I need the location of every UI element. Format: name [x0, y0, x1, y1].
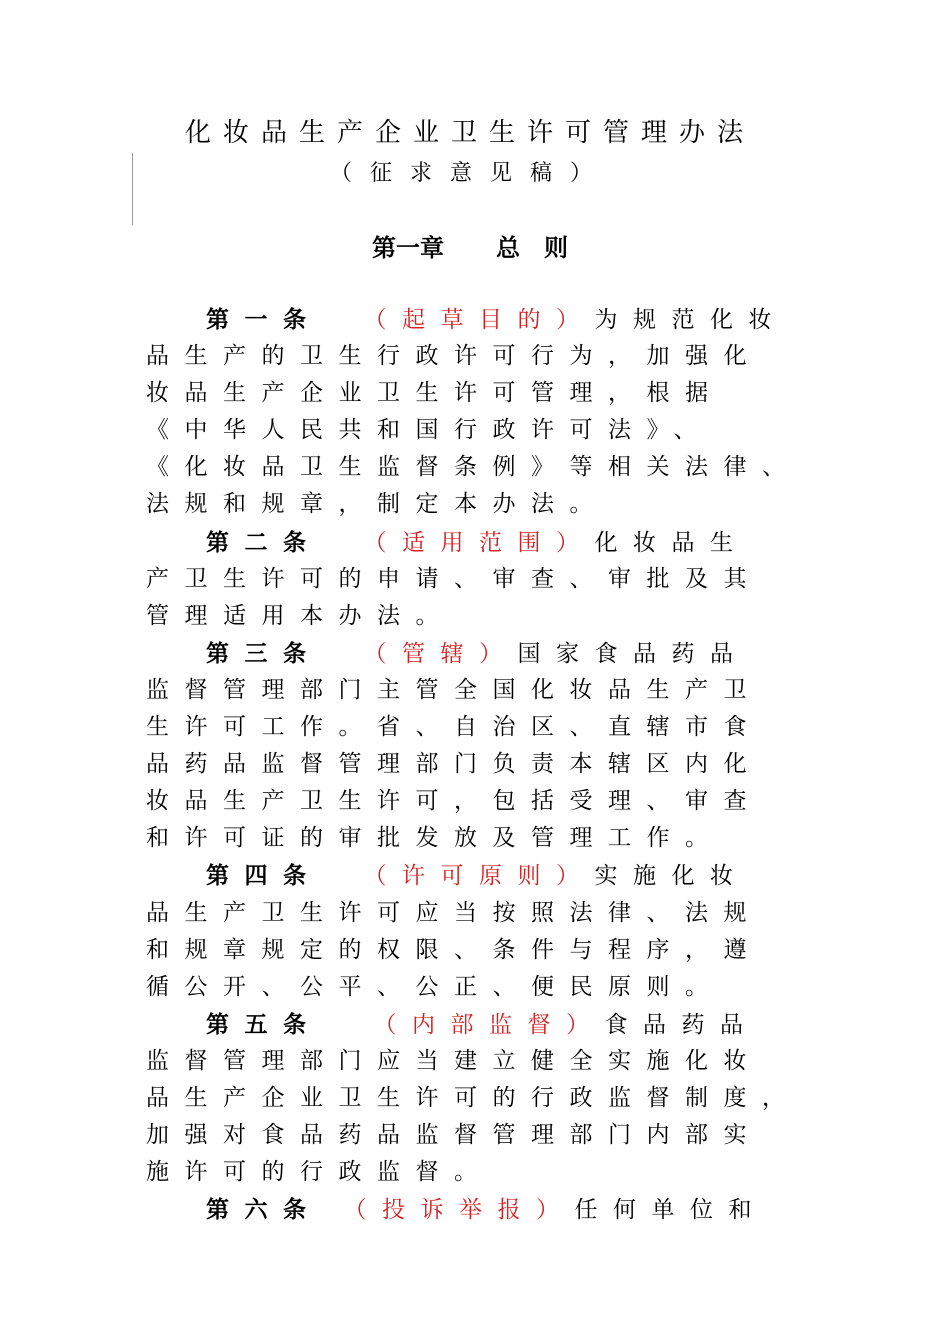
article-number: 第一条 — [206, 306, 322, 333]
article-text-line: 管理适用本办法。 — [146, 602, 454, 629]
article-text-line: 生许可工作。省、自治区、直辖市食 — [146, 714, 762, 741]
articles-body — [146, 301, 826, 1228]
article-number: 第五条 — [206, 1010, 322, 1038]
article-text-line: 循公开、公平、公正、便民原则。 — [146, 973, 724, 1000]
article-2 — [146, 524, 826, 635]
article-text-line: 品生产企业卫生许可的行政监督制度， — [146, 1084, 801, 1111]
article-text-line: 产卫生许可的申请、审查、审批及其 — [146, 565, 762, 592]
article-text-line: 和许可证的审批发放及管理工作。 — [146, 825, 724, 852]
article-number: 第三条 — [206, 639, 322, 667]
article-first-line — [146, 857, 826, 894]
article-text-line: 《化妆品卫生监督条例》等相关法律、 — [146, 454, 801, 481]
article-text-line: 食品药品 — [604, 1011, 759, 1038]
article-text-line: 国家食品药品 — [517, 640, 749, 667]
article-number: 第二条 — [206, 528, 322, 556]
chapter-number: 第一章 — [372, 233, 444, 262]
article-text-line: 任何单位和 — [574, 1197, 767, 1224]
article-text-line: 施许可的行政监督。 — [146, 1159, 493, 1186]
article-text-line: 妆品生产卫生许可，包括受理、审查 — [146, 788, 762, 815]
article-text-line: 监督管理部门主管全国化妆品生产卫 — [146, 676, 762, 703]
article-3 — [146, 635, 826, 858]
article-first-line — [146, 1006, 826, 1043]
document-title: 化妆品生产企业卫生许可管理办法 — [184, 118, 755, 148]
chapter-name: 总 则 — [496, 233, 568, 262]
article-text-line: 监督管理部门应当建立健全实施化妆 — [146, 1047, 762, 1074]
article-title: （内部监督） — [373, 1011, 605, 1038]
article-text-line: 法规和规章，制定本办法。 — [146, 491, 608, 518]
article-first-line — [146, 635, 826, 672]
chapter-heading — [0, 228, 940, 263]
article-text-line: 为规范化妆 — [594, 307, 787, 333]
article-4 — [146, 857, 826, 1005]
article-text-line: 和规章规定的权限、条件与程序，遵 — [146, 936, 762, 963]
article-text-line: 加强对食品药品监督管理部门内部实 — [146, 1122, 762, 1149]
article-text-line: 品生产卫生许可应当按照法律、法规 — [146, 899, 762, 926]
article-title: （许可原则） — [363, 863, 595, 890]
article-title: （管辖） — [363, 640, 518, 667]
article-text-line: 实施化妆 — [594, 863, 749, 890]
article-title: （适用范围） — [363, 529, 595, 556]
article-text-line: 《中华人民共和国行政许可法》、 — [146, 417, 712, 444]
article-text-line: 品生产的卫生行政许可行为，加强化 — [146, 343, 762, 370]
document-subtitle: （征求意见稿） — [329, 161, 610, 186]
article-first-line — [146, 524, 826, 561]
article-first-line — [146, 301, 826, 338]
article-title: （起草目的） — [363, 307, 595, 333]
article-text-line: 化妆品生 — [594, 529, 749, 556]
article-6 — [146, 1191, 826, 1228]
article-number: 第四条 — [206, 862, 322, 890]
article-text-line: 妆品生产企业卫生许可管理，根据 — [146, 380, 724, 407]
article-title: （投诉举报） — [343, 1197, 575, 1224]
article-number: 第六条 — [206, 1196, 322, 1224]
article-5 — [146, 1006, 826, 1191]
article-first-line — [146, 1191, 826, 1228]
article-1 — [146, 301, 826, 524]
article-text-line: 品药品监督管理部门负责本辖区内化 — [146, 751, 762, 778]
